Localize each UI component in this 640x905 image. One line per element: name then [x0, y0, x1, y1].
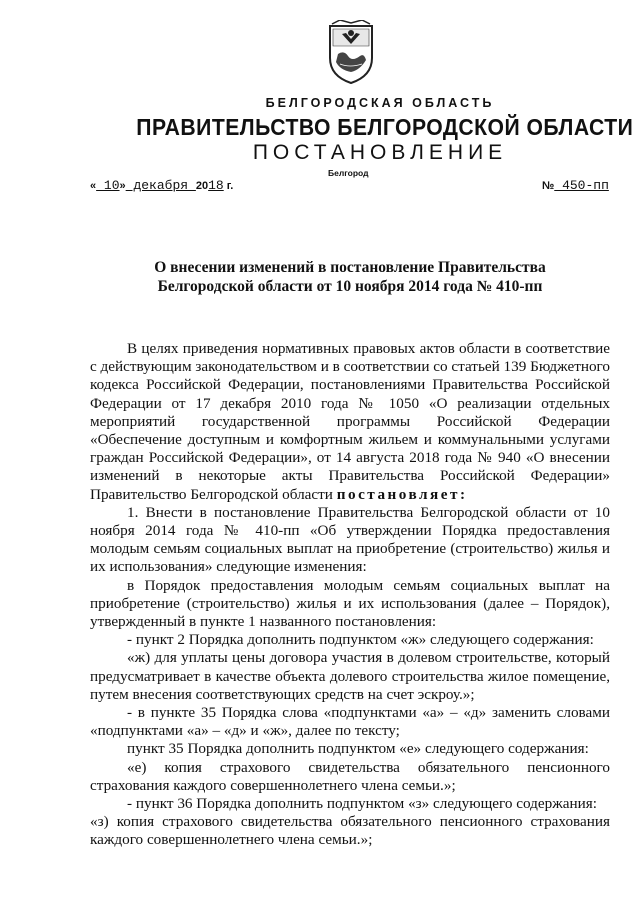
date-day: 10 — [96, 178, 120, 193]
number-label: № — [542, 180, 555, 192]
paragraph-point-35-words: - в пункте 35 Порядка слова «подпунктами «а» – «д» заменить словами «подпунктами «а» – «д» и «ж», далее по тексту; — [90, 704, 610, 740]
resolves-keyword: постановляет: — [336, 485, 468, 503]
date-month: декабря — [125, 178, 196, 193]
paragraph-item-1: 1. Внести в постановление Правительства Белгородской области от 10 ноября 2014 года № 410-пп «Об утверждении Порядка предоставления молодым семьям социальных выплат на приобретение (строительство) жилья и их использования» следующие изменения: — [90, 503, 610, 576]
document-title — [60, 258, 640, 296]
paragraph-amend-procedure: в Порядок предоставления молодым семьям социальных выплат на приобретение (строительство) жилья и их использования (далее – Порядок), утвержденный в пункте 1 названного постановления: — [90, 576, 610, 631]
city-name: Белгород — [328, 168, 369, 178]
preamble-text: В целях приведения нормативных правовых актов области в соответствие с действующим законодательством и в соответствии со статьей 139 Бюджетного кодекса Российской Федерации, постановлениями Правительства Российской Федерации от 17 декабря 2010 года № 1050 «О реализации отдельных мероприятий государственной программы Российской Федерации «Обеспечение доступным и комфортным жильем и коммунальными услугами граждан Российской Федерации», от 14 августа 2018 года № 940 «О внесении изменений в некоторые акты Правительства Российской Федерации» Правительство Белгородской области — [90, 340, 610, 503]
date-year-prefix: 20 — [195, 180, 209, 192]
number-value: 450-пп — [554, 178, 609, 193]
date-open-quote: « — [90, 180, 97, 192]
date-year-suffix: 18 — [208, 178, 224, 193]
title-line-2: Белгородской области от 10 ноября 2014 года № 410-пп — [157, 278, 543, 295]
paragraph-subpoint-zh: «ж) для уплаты цены договора участия в долевом строительстве, который предусматривает в качестве объекта долевого строительства жилое помещение, путем внесения соответствующих средств на счет эскроу.»; — [90, 649, 610, 703]
document-type: ПОСТАНОВЛЕНИЕ — [252, 141, 508, 164]
region-name: БЕЛГОРОДСКАЯ ОБЛАСТЬ — [265, 96, 495, 110]
coat-of-arms-emblem — [326, 20, 376, 86]
paragraph-preamble — [90, 340, 610, 504]
date-close-quote: » — [119, 180, 126, 192]
paragraph-point-35-add: пункт 35 Порядка дополнить подпунктом «е» следующего содержания: — [127, 740, 589, 758]
title-line-1: О внесении изменений в постановление Правительства — [154, 259, 546, 276]
document-body — [90, 340, 610, 850]
paragraph-point-36-add: - пункт 36 Порядка дополнить подпунктом «з» следующего содержания: — [127, 795, 597, 813]
decree-number — [542, 178, 609, 193]
paragraph-subpoint-e: «е) копия страхового свидетельства обязательного пенсионного страхования каждого совершеннолетнего члена семьи.»; — [90, 758, 610, 794]
date-year-end: г. — [223, 180, 234, 192]
decree-date — [90, 178, 233, 193]
paragraph-point-2: - пункт 2 Порядка дополнить подпунктом «ж» следующего содержания: — [127, 631, 594, 649]
government-name: ПРАВИТЕЛЬСТВО БЕЛГОРОДСКОЙ ОБЛАСТИ — [136, 114, 634, 140]
paragraph-subpoint-z: «з) копия страхового свидетельства обязательного пенсионного страхования каждого совершеннолетнего члена семьи.»; — [90, 813, 610, 849]
